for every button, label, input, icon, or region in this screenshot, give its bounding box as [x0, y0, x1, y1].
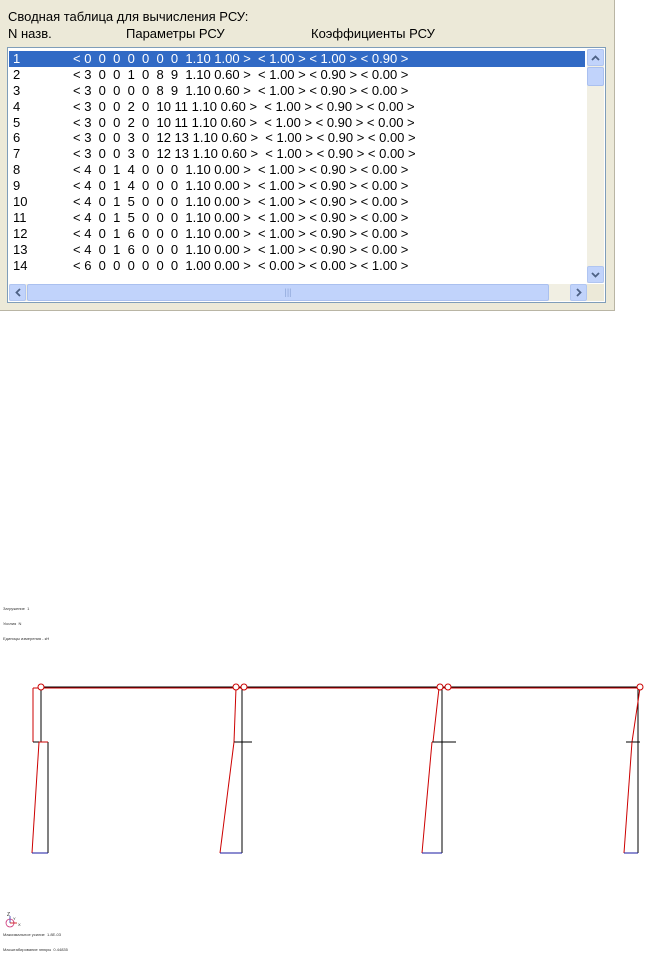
list-item-number: 11: [13, 209, 27, 225]
list-item-number: 1: [13, 51, 21, 66]
horizontal-scroll-thumb[interactable]: |||: [27, 284, 549, 301]
column-header-params: Параметры РСУ: [126, 26, 225, 41]
list-item[interactable]: [9, 130, 585, 146]
frame-diagram-area: [0, 575, 664, 952]
vertical-scrollbar[interactable]: [587, 49, 604, 283]
list-item[interactable]: [9, 210, 585, 226]
list-item[interactable]: [9, 178, 585, 194]
list-item-values: < 3 0 0 1 0 8 9 1.10 0.60 > < 1.00 > < 0.90 > < 0.00 >: [73, 66, 409, 82]
rsu-listbox[interactable]: [7, 47, 606, 303]
frame-column-3: [422, 684, 456, 853]
list-item[interactable]: [9, 226, 585, 242]
vertical-scroll-thumb[interactable]: [587, 67, 604, 86]
frame-beam: [38, 687, 640, 688]
list-item[interactable]: [9, 99, 585, 115]
chevron-right-icon: [576, 288, 582, 297]
list-item-values: < 3 0 0 2 0 10 11 1.10 0.60 > < 1.00 > < 0.90 > < 0.00 >: [73, 98, 415, 114]
list-item-values: < 4 0 1 5 0 0 0 1.10 0.00 > < 1.00 > < 0.90 > < 0.00 >: [73, 194, 409, 210]
rsu-rows: [9, 51, 585, 273]
list-item[interactable]: [9, 115, 585, 131]
list-item-number: 14: [13, 257, 28, 273]
header-line-units: Единицы измерения - кН: [3, 636, 50, 641]
list-item-values: < 3 0 0 3 0 12 13 1.10 0.60 > < 1.00 > < 0.90 > < 0.00 >: [73, 146, 416, 162]
list-item-values: < 4 0 1 6 0 0 0 1.10 0.00 > < 1.00 > < 0.90 > < 0.00 >: [73, 241, 409, 257]
axis-z-label: Z: [7, 912, 11, 918]
list-item-number: 9: [13, 178, 21, 194]
axis-x-label: X: [18, 922, 21, 927]
list-item[interactable]: [9, 146, 585, 162]
list-item-number: 6: [13, 130, 21, 146]
list-item-values: < 4 0 1 4 0 0 0 1.10 0.00 > < 1.00 > < 0.90 > < 0.00 >: [73, 162, 409, 178]
list-item-number: 8: [13, 162, 21, 178]
list-item-values: < 4 0 1 4 0 0 0 1.10 0.00 > < 1.00 > < 0.90 > < 0.00 >: [73, 178, 409, 194]
frame-column-2: [220, 684, 252, 853]
header-line-load: Загружение 1: [3, 606, 30, 611]
footer-line-scale: Масштабирование эпюры 0.44835: [3, 947, 68, 952]
list-item-values: < 0 0 0 0 0 0 0 1.10 1.00 > < 1.00 > < 1.00 > < 0.90 >: [73, 51, 409, 66]
list-item[interactable]: [9, 194, 585, 210]
rsu-summary-panel: [0, 0, 615, 311]
column-header-n: N назв.: [8, 26, 52, 41]
axis-y-label: Y: [13, 916, 16, 921]
list-item-values: < 4 0 1 5 0 0 0 1.10 0.00 > < 1.00 > < 0.90 > < 0.00 >: [73, 209, 409, 225]
chevron-up-icon: [591, 55, 600, 61]
footer-line-max: Максимальное усилие 1.8Е-03: [3, 932, 62, 937]
scroll-right-button[interactable]: [570, 284, 587, 301]
diagram-footer: [3, 922, 68, 962]
scroll-down-button[interactable]: [587, 266, 604, 283]
list-item-values: < 4 0 1 6 0 0 0 1.10 0.00 > < 1.00 > < 0.90 > < 0.00 >: [73, 225, 409, 241]
header-line-force: Усилия N: [3, 621, 22, 626]
list-item-values: < 3 0 0 0 0 8 9 1.10 0.60 > < 1.00 > < 0.90 > < 0.00 >: [73, 82, 409, 98]
list-item[interactable]: [9, 162, 585, 178]
list-item-values: < 6 0 0 0 0 0 0 1.00 0.00 > < 0.00 > < 0.00 > < 1.00 >: [73, 257, 409, 273]
list-item-number: 5: [13, 114, 21, 130]
list-item-number: 2: [13, 66, 21, 82]
frame-diagram: [0, 575, 664, 934]
list-item[interactable]: [9, 83, 585, 99]
list-item-number: 7: [13, 146, 21, 162]
list-item-number: 13: [13, 241, 28, 257]
list-item-number: 4: [13, 98, 21, 114]
frame-column-4: [624, 684, 643, 853]
list-item-values: < 3 0 0 3 0 12 13 1.10 0.60 > < 1.00 > < 0.90 > < 0.00 >: [73, 130, 416, 146]
scroll-left-button[interactable]: [9, 284, 26, 301]
panel-caption: Сводная таблица для вычисления РСУ:: [8, 9, 249, 24]
list-item-number: 10: [13, 194, 28, 210]
horizontal-scrollbar[interactable]: [9, 284, 587, 301]
list-item[interactable]: [9, 242, 585, 258]
frame-column-1: [32, 684, 48, 853]
column-header-coeffs: Коэффициенты РСУ: [311, 26, 435, 41]
list-item-number: 12: [13, 225, 28, 241]
list-item[interactable]: [9, 258, 585, 274]
chevron-left-icon: [15, 288, 21, 297]
scrollbar-corner: [587, 284, 604, 301]
list-item-values: < 3 0 0 2 0 10 11 1.10 0.60 > < 1.00 > < 0.90 > < 0.00 >: [73, 114, 415, 130]
list-item[interactable]: [9, 67, 585, 83]
scroll-up-button[interactable]: [587, 49, 604, 66]
list-item-number: 3: [13, 82, 21, 98]
chevron-down-icon: [591, 272, 600, 278]
list-item[interactable]: [9, 51, 585, 67]
